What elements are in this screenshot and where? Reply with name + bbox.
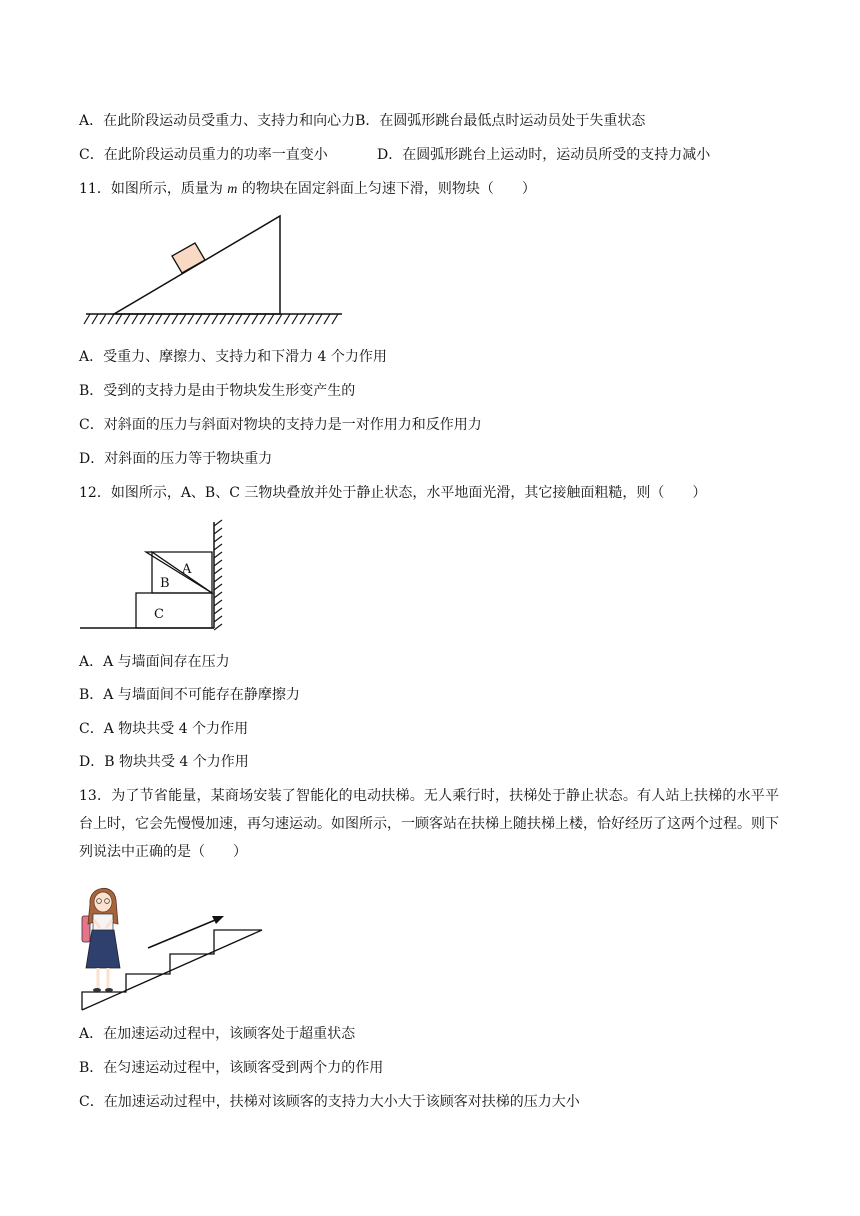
q12-stem: 12．如图所示，A、B、C 三物块叠放并处于静止状态，水平地面光滑，其它接触面粗糙，则（ ） <box>79 485 707 501</box>
q11-option-a: A．受重力、摩擦力、支持力和下滑力 4 个力作用 <box>79 349 387 365</box>
q11-stem-pre: 11．如图所示，质量为 <box>79 181 223 197</box>
q10-options-row-2 <box>79 145 710 165</box>
q12-option-a: A．A 与墙面间存在压力 <box>79 654 230 670</box>
q12-option-d: D．B 物块共受 4 个力作用 <box>79 754 249 770</box>
q11-stem <box>79 179 536 200</box>
q11-option-d: D．对斜面的压力等于物块重力 <box>79 451 273 467</box>
q12-option-c: C．A 物块共受 4 个力作用 <box>79 721 249 737</box>
q13-escalator-figure <box>78 882 268 1016</box>
q10-option-d: D．在圆弧形跳台上运动时，运动员所受的支持力减小 <box>377 147 711 163</box>
ground-hatching <box>84 314 338 324</box>
block-a <box>146 552 212 593</box>
q12-blocks-figure <box>78 518 228 634</box>
label-b: B <box>160 576 170 591</box>
block-c <box>136 593 212 628</box>
label-c: C <box>154 607 164 622</box>
q10-option-a: A．在此阶段运动员受重力、支持力和向心力 <box>79 113 356 129</box>
wall-hatching <box>214 520 222 630</box>
q10-options-row-1 <box>79 111 645 131</box>
customer-figure <box>82 888 120 992</box>
q13-option-b: B．在匀速运动过程中，该顾客受到两个力的作用 <box>79 1060 384 1076</box>
label-a: A <box>182 562 192 577</box>
q11-incline-figure <box>80 210 350 330</box>
q11-stem-post: 的物块在固定斜面上匀速下滑，则物块（ ） <box>241 181 536 197</box>
q13-stem: 13．为了节省能量，某商场安装了智能化的电动扶梯。无人乘行时，扶梯处于静止状态。有人站上扶梯的水平平台上时，它会先慢慢加速，再匀速运动。如图所示，一顾客站在扶梯上随扶梯上楼，恰好经历了这两个过程。则下列说法中正确的是（ ） <box>79 788 779 860</box>
q12-option-b: B．A 与墙面间不可能存在静摩擦力 <box>79 687 300 703</box>
sliding-block <box>172 243 205 273</box>
q11-option-c: C．对斜面的压力与斜面对物块的支持力是一对作用力和反作用力 <box>79 417 482 433</box>
q10-option-b: B．在圆弧形跳台最低点时运动员处于失重状态 <box>355 113 646 129</box>
q13-option-a: A．在加速运动过程中，该顾客处于超重状态 <box>79 1026 356 1042</box>
q10-option-c: C．在此阶段运动员重力的功率一直变小 <box>79 147 328 163</box>
q11-stem-variable: m <box>227 182 238 197</box>
q11-option-b: B．受到的支持力是由于物块发生形变产生的 <box>79 383 356 399</box>
motion-arrow <box>148 918 220 948</box>
q13-option-c: C．在加速运动过程中，扶梯对该顾客的支持力大小大于该顾客对扶梯的压力大小 <box>79 1094 580 1110</box>
